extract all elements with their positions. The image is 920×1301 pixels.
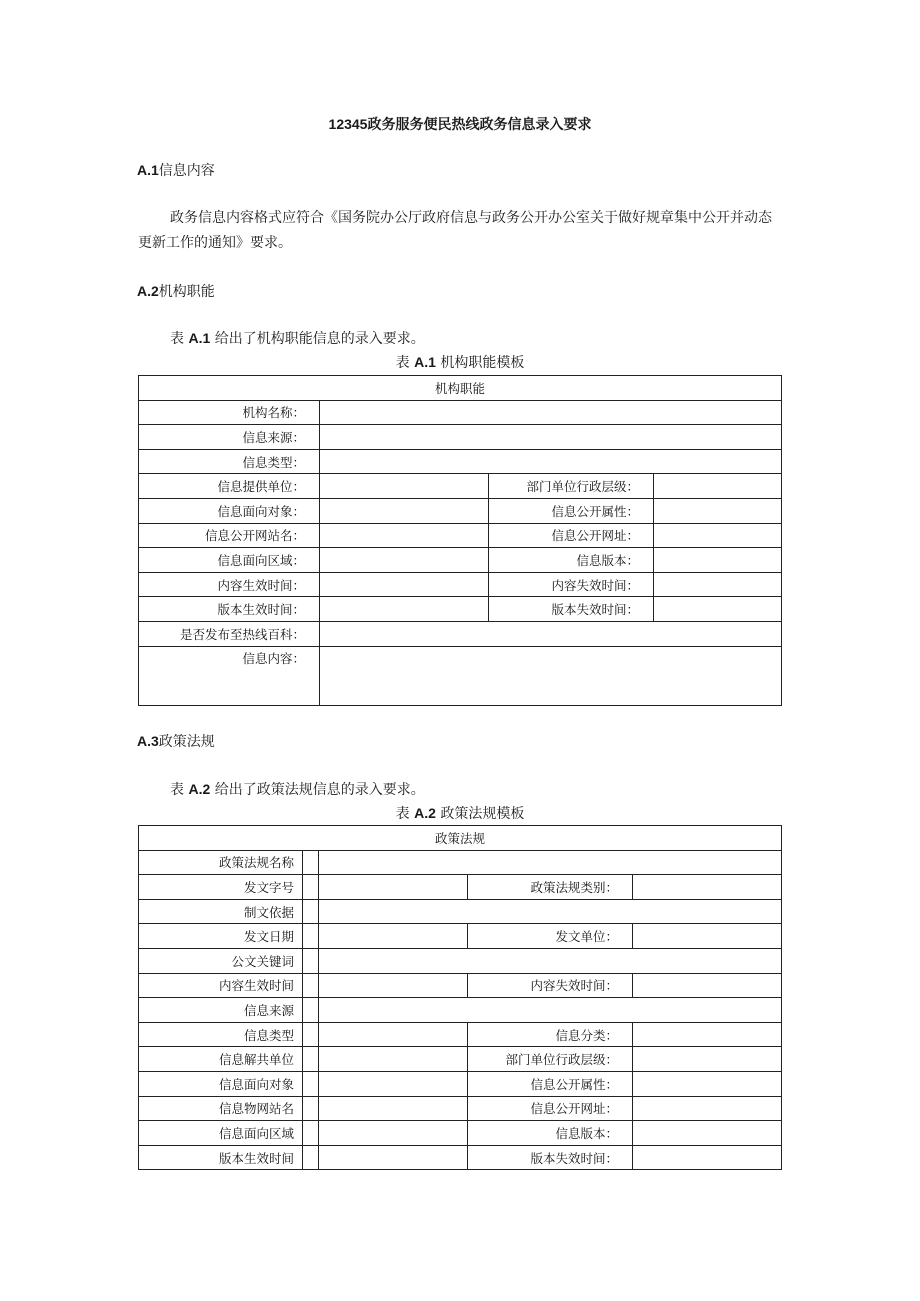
policy-name-marker (303, 850, 319, 875)
doc-number-marker (303, 875, 319, 900)
site-url-field[interactable] (654, 523, 782, 548)
audience-field[interactable] (319, 1071, 468, 1096)
region-label: 信息面向区域： (139, 548, 320, 573)
disclosure-attr-field[interactable] (654, 498, 782, 523)
info-class-label: 信息分类： (468, 1022, 633, 1047)
provider-field[interactable] (319, 1047, 468, 1072)
org-name-label: 机构名称： (139, 400, 320, 425)
site-url-field[interactable] (633, 1096, 782, 1121)
content-start-label: 内容生效时间 (139, 973, 303, 998)
table-a2-caption: 表 A.2 政策法规模板 (395, 805, 525, 822)
info-source-field[interactable] (319, 998, 782, 1023)
table-header: 机构职能 (139, 376, 782, 401)
policy-regulation-table (138, 825, 782, 1170)
info-class-field[interactable] (633, 1022, 782, 1047)
basis-label: 制文依据 (139, 899, 303, 924)
policy-category-label: 政策法规类别： (468, 875, 633, 900)
site-name-label: 信息公开网站名： (139, 523, 320, 548)
admin-level-label: 部门单位行政层级： (489, 474, 654, 499)
audience-label: 信息面向对象： (139, 498, 320, 523)
content-end-label: 内容失效时间： (489, 572, 654, 597)
section-a1-text: 政务信息内容格式应符合《国务院办公厅政府信息与政务公开办公室关于做好规章集中公开并动态更新工作的通知》要求。 (138, 210, 772, 251)
version-field[interactable] (654, 548, 782, 573)
disclosure-attr-field[interactable] (633, 1071, 782, 1096)
info-source-label: 信息来源： (139, 425, 320, 450)
table-a1-caption: 表 A.1 机构职能模板 (395, 354, 525, 371)
info-source-marker (303, 998, 319, 1023)
admin-level-field[interactable] (633, 1047, 782, 1072)
admin-level-label: 部门单位行政层级： (468, 1047, 633, 1072)
content-field[interactable] (320, 646, 782, 705)
keywords-marker (303, 948, 319, 973)
content-end-field[interactable] (633, 973, 782, 998)
basis-field[interactable] (319, 899, 782, 924)
table-a1-intro: 表 A.1 给出了机构职能信息的录入要求。 (170, 330, 425, 347)
audience-label: 信息面向对象 (139, 1071, 303, 1096)
version-label: 信息版本： (468, 1121, 633, 1146)
version-field[interactable] (633, 1121, 782, 1146)
site-name-label: 信息物网站名 (139, 1096, 303, 1121)
region-label: 信息面向区域 (139, 1121, 303, 1146)
content-start-marker (303, 973, 319, 998)
content-start-field[interactable] (320, 572, 489, 597)
section-a2-heading: A.2机构职能 (137, 283, 215, 300)
version-start-marker (303, 1145, 319, 1170)
info-source-label: 信息来源 (139, 998, 303, 1023)
version-start-field[interactable] (319, 1145, 468, 1170)
org-name-field[interactable] (320, 400, 782, 425)
admin-level-field[interactable] (654, 474, 782, 499)
policy-category-field[interactable] (633, 875, 782, 900)
section-a1-heading: A.1信息内容 (137, 162, 215, 179)
version-label: 信息版本： (489, 548, 654, 573)
doc-number-field[interactable] (319, 875, 468, 900)
policy-name-field[interactable] (319, 850, 782, 875)
version-end-field[interactable] (654, 597, 782, 622)
info-type-label: 信息类型 (139, 1022, 303, 1047)
policy-name-label: 政策法规名称 (139, 850, 303, 875)
issuer-field[interactable] (633, 924, 782, 949)
version-start-label: 版本生效时间 (139, 1145, 303, 1170)
provider-label: 信息提供单位： (139, 474, 320, 499)
version-start-field[interactable] (320, 597, 489, 622)
audience-field[interactable] (320, 498, 489, 523)
page-title: 12345政务服务便民热线政务信息录入要求 (328, 116, 592, 132)
region-marker (303, 1121, 319, 1146)
disclosure-attr-label: 信息公开属性： (489, 498, 654, 523)
keywords-label: 公文关键词 (139, 948, 303, 973)
provider-marker (303, 1047, 319, 1072)
info-type-field[interactable] (319, 1022, 468, 1047)
disclosure-attr-label: 信息公开属性： (468, 1071, 633, 1096)
site-name-marker (303, 1096, 319, 1121)
publish-wiki-field[interactable] (320, 621, 782, 646)
site-url-label: 信息公开网址： (489, 523, 654, 548)
version-start-label: 版本生效时间： (139, 597, 320, 622)
site-name-field[interactable] (319, 1096, 468, 1121)
info-source-field[interactable] (320, 425, 782, 450)
section-a3-heading: A.3政策法规 (137, 733, 215, 750)
content-start-field[interactable] (319, 973, 468, 998)
version-end-label: 版本失效时间： (489, 597, 654, 622)
org-function-table (138, 375, 782, 706)
content-label: 信息内容： (139, 646, 320, 705)
content-start-label: 内容生效时间： (139, 572, 320, 597)
info-type-label: 信息类型： (139, 449, 320, 474)
table-header: 政策法规 (139, 826, 782, 851)
site-url-label: 信息公开网址： (468, 1096, 633, 1121)
version-end-field[interactable] (633, 1145, 782, 1170)
issue-date-marker (303, 924, 319, 949)
audience-marker (303, 1071, 319, 1096)
region-field[interactable] (320, 548, 489, 573)
content-end-label: 内容失效时间： (468, 973, 633, 998)
basis-marker (303, 899, 319, 924)
issuer-label: 发文单位： (468, 924, 633, 949)
site-name-field[interactable] (320, 523, 489, 548)
region-field[interactable] (319, 1121, 468, 1146)
info-type-field[interactable] (320, 449, 782, 474)
content-end-field[interactable] (654, 572, 782, 597)
version-end-label: 版本失效时间： (468, 1145, 633, 1170)
keywords-field[interactable] (319, 948, 782, 973)
provider-field[interactable] (320, 474, 489, 499)
doc-number-label: 发文字号 (139, 875, 303, 900)
issue-date-field[interactable] (319, 924, 468, 949)
provider-label: 信息解共单位 (139, 1047, 303, 1072)
info-type-marker (303, 1022, 319, 1047)
table-a2-intro: 表 A.2 给出了政策法规信息的录入要求。 (170, 781, 425, 798)
publish-wiki-label: 是否发布至热线百科： (139, 621, 320, 646)
issue-date-label: 发文日期 (139, 924, 303, 949)
